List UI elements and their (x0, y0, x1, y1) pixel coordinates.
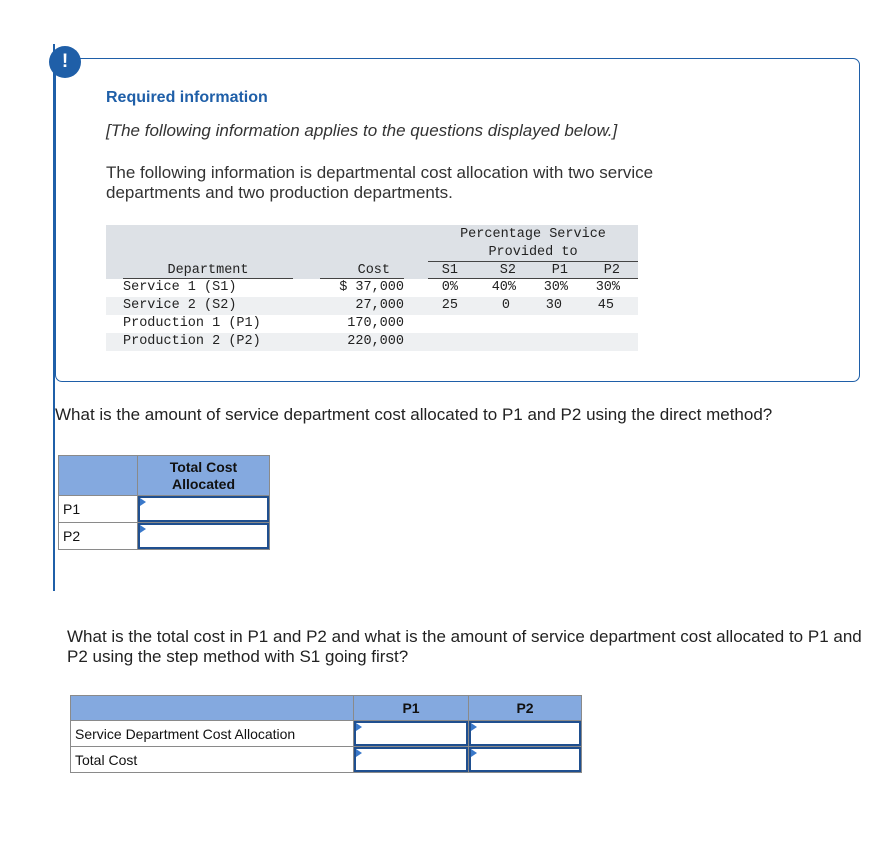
corner-header-cell (71, 696, 354, 721)
row-label-total-cost: Total Cost (71, 747, 354, 773)
input-marker-icon (471, 723, 477, 731)
allocation-p1-input[interactable] (354, 721, 468, 746)
dept-cost: 27,000 (355, 298, 404, 313)
input-marker-icon (471, 749, 477, 757)
question-direct-method: What is the amount of service department cost allocated to P1 and P2 using the direct method? (55, 405, 773, 424)
dept-cost: 170,000 (347, 316, 404, 331)
col-header-p2: P2 (469, 696, 582, 721)
total-cost-p2-input[interactable] (469, 747, 581, 772)
col-header-p1: P1 (354, 696, 469, 721)
answer-cell-total-cost-p2 (469, 747, 582, 773)
pct-s2: 40% (491, 280, 516, 295)
corner-header-cell (59, 456, 138, 496)
col-header-cost: Cost (357, 263, 390, 278)
department-data-table (106, 225, 638, 351)
pct-s1: 0% (441, 280, 458, 295)
col-header-s2: S2 (499, 263, 516, 278)
percentage-header: Percentage Service (460, 227, 606, 242)
input-marker-icon (140, 525, 146, 533)
col-header-total-cost-allocated: Total Cost Allocated (138, 456, 270, 496)
input-marker-icon (140, 498, 146, 506)
required-info-note: [The following information applies to the questions displayed below.] (106, 121, 618, 140)
pct-p2: 30% (595, 280, 620, 295)
answer-cell-p2 (138, 523, 270, 550)
required-info-intro: The following information is departmental cost allocation with two service departments and two production departments. (106, 163, 654, 202)
total-cost-p1-input[interactable] (354, 747, 468, 772)
answer-cell-allocation-p1 (354, 721, 469, 747)
pct-s1: 25 (441, 298, 458, 313)
dept-name: Service 2 (S2) (123, 298, 237, 313)
pct-p1: 30 (545, 298, 562, 313)
row-label-service-dept-cost-allocation: Service Department Cost Allocation (71, 721, 354, 747)
direct-method-answer-table (58, 455, 270, 550)
dept-cost: $ 37,000 (339, 280, 404, 295)
col-header-p1: P1 (551, 263, 568, 278)
input-marker-icon (356, 749, 362, 757)
answer-cell-p1 (138, 496, 270, 523)
row-label-p2: P2 (59, 523, 138, 550)
pct-p2: 45 (597, 298, 614, 313)
allocation-p2-input[interactable] (469, 721, 581, 746)
total-cost-allocated-p2-input[interactable] (138, 523, 269, 549)
dept-name: Production 1 (P1) (123, 316, 261, 331)
step-method-answer-table (70, 695, 582, 773)
total-cost-allocated-p1-input[interactable] (138, 496, 269, 522)
pct-p1: 30% (543, 280, 568, 295)
dept-cost: 220,000 (347, 334, 404, 349)
row-label-p1: P1 (59, 496, 138, 523)
question-step-method: What is the total cost in P1 and P2 and what is the amount of service department cost allocated to P1 and P2 using the step method with S1 going first? (67, 627, 862, 666)
dept-name: Service 1 (S1) (123, 280, 237, 295)
percentage-header-sub: Provided to (488, 245, 578, 260)
dept-name: Production 2 (P2) (123, 334, 261, 349)
col-header-department: Department (167, 263, 249, 278)
col-header-p2: P2 (603, 263, 620, 278)
input-marker-icon (356, 723, 362, 731)
answer-cell-allocation-p2 (469, 721, 582, 747)
required-info-title: Required information (106, 89, 268, 106)
exclamation-icon: ! (49, 46, 81, 78)
answer-cell-total-cost-p1 (354, 747, 469, 773)
pct-s2: 0 (501, 298, 510, 313)
col-header-s1: S1 (441, 263, 458, 278)
